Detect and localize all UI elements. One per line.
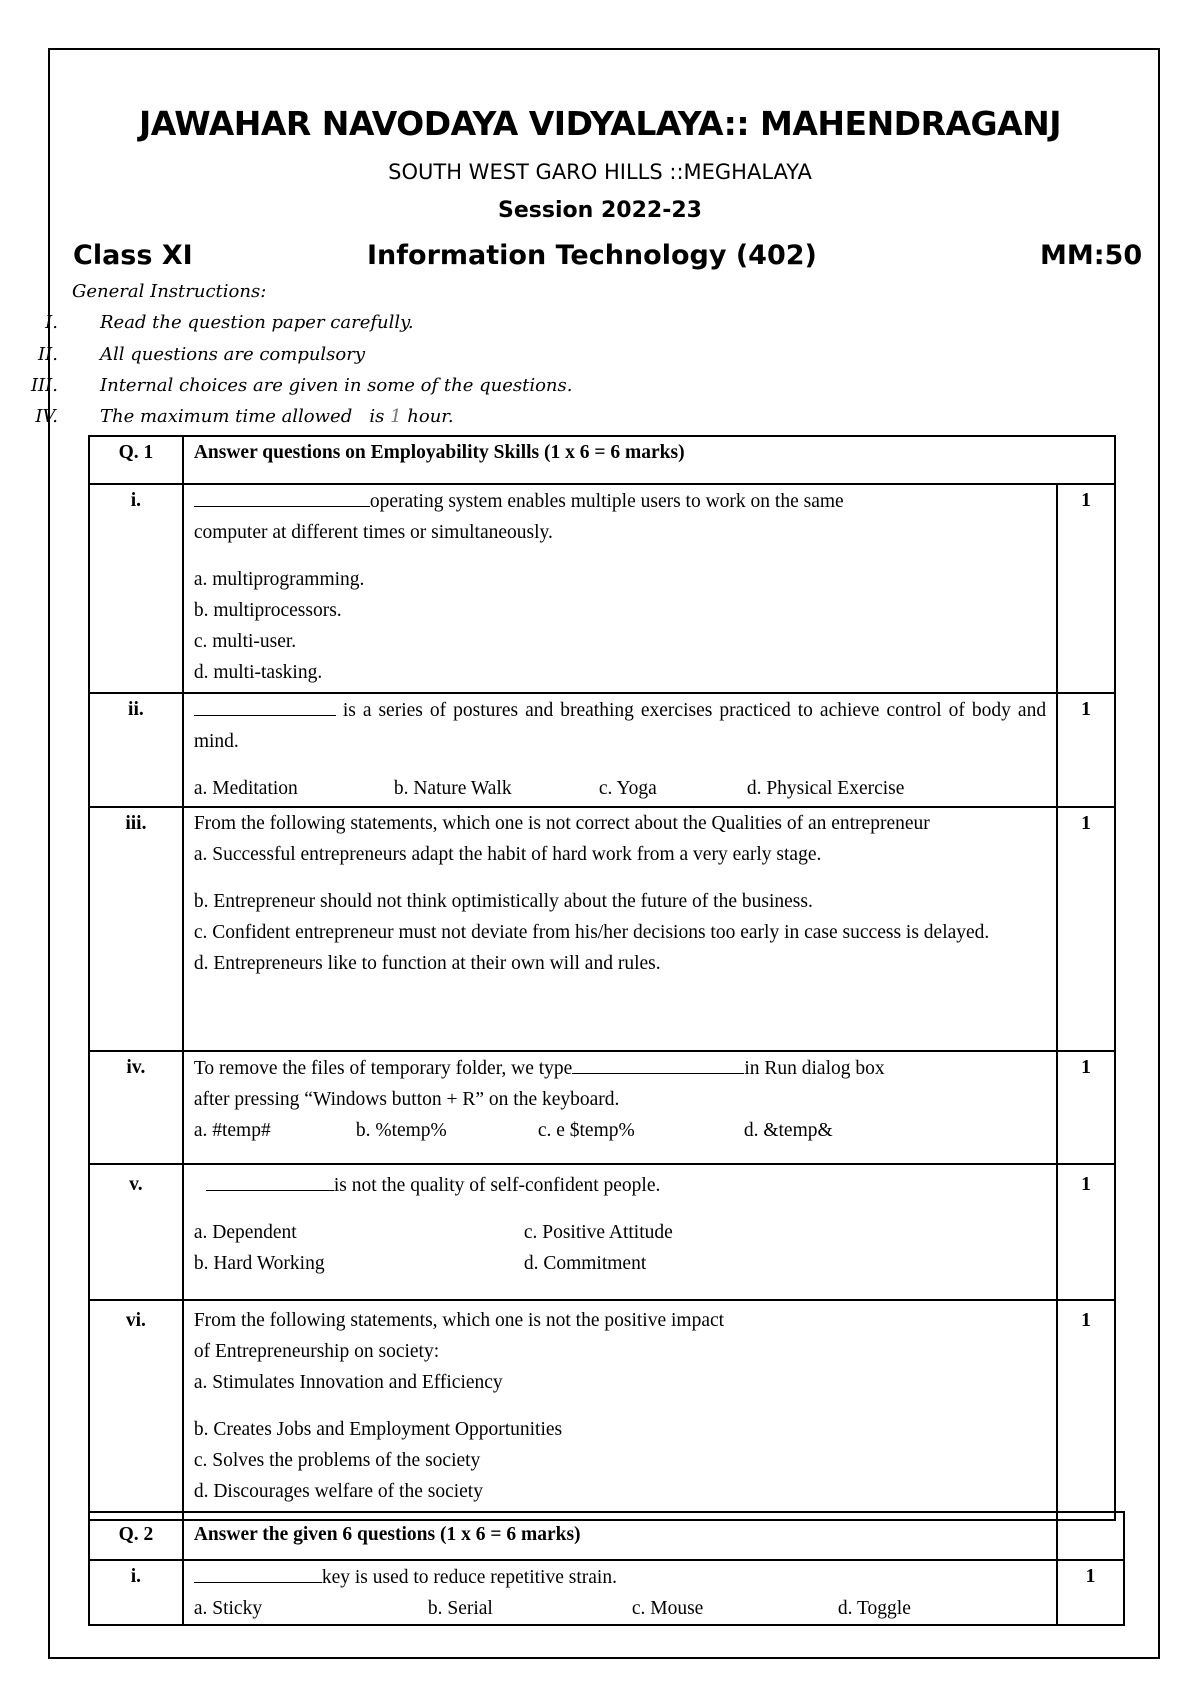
option: c. Mouse [631, 1598, 704, 1619]
instruction-text: hour. [401, 406, 454, 427]
option: d. &temp& [743, 1120, 833, 1141]
option: d. Discourages welfare of the society [193, 1481, 483, 1502]
question-row [89, 807, 1115, 1051]
answer-blank [194, 485, 370, 507]
question-body [183, 1051, 1057, 1164]
marks-cell [1057, 1512, 1124, 1560]
instruction-item [0, 312, 414, 333]
option: a. Stimulates Innovation and Efficiency [193, 1372, 503, 1393]
instruction-text: Internal choices are given in some of the questions. [100, 375, 573, 396]
option: b. Creates Jobs and Employment Opportunities [193, 1419, 563, 1440]
question-marks: 1 [1057, 1051, 1115, 1164]
question-text: computer at different times or simultaneously. [193, 522, 553, 543]
instruction-text: All questions are compulsory [100, 344, 366, 365]
question-marks: 1 [1057, 693, 1115, 807]
class-label: Class XI [73, 240, 193, 271]
question-marks: 1 [1057, 1300, 1115, 1520]
instruction-hours: 1 [390, 406, 402, 427]
question-number: Q. 1 [89, 436, 183, 484]
option: a. Dependent [193, 1222, 297, 1243]
question-text: is a series of postures and breathing exercises practiced to achieve control of body and mind. [193, 700, 1047, 752]
option: b. Serial [427, 1598, 493, 1619]
question-body [183, 484, 1057, 693]
q1-header-row [89, 436, 1115, 484]
option: c. multi-user. [193, 631, 297, 652]
option: d. Entrepreneurs like to function at their own will and rules. [193, 953, 661, 974]
answer-blank [206, 1169, 334, 1191]
instruction-number: I. [45, 312, 58, 333]
q2-header-row [89, 1512, 1124, 1560]
question-body [183, 1164, 1057, 1300]
option: b. %temp% [355, 1120, 447, 1141]
instruction-item [0, 344, 365, 365]
question-body [183, 1300, 1057, 1520]
instruction-number: IV. [35, 406, 58, 427]
question-text: operating system enables multiple users to work on the same [369, 491, 844, 512]
q2-table [88, 1511, 1125, 1626]
question-body [183, 807, 1057, 1051]
answer-blank [572, 1052, 744, 1074]
question-number: v. [89, 1164, 183, 1300]
question-text: From the following statements, which one is not the positive impact [193, 1310, 725, 1331]
instruction-number: III. [30, 375, 58, 396]
option: c. Solves the problems of the society [193, 1450, 481, 1471]
option: a. Sticky [193, 1598, 263, 1619]
instruction-item [0, 375, 572, 396]
question-row [89, 1051, 1115, 1164]
school-location: SOUTH WEST GARO HILLS ::MEGHALAYA [388, 160, 812, 184]
question-marks: 1 [1057, 807, 1115, 1051]
question-number: i. [89, 484, 183, 693]
instruction-text: Read the question paper carefully. [100, 312, 414, 333]
option: d. Toggle [837, 1598, 911, 1619]
option: a. Successful entrepreneurs adapt the habit of hard work from a very early stage. [193, 844, 822, 865]
option: a. multiprogramming. [193, 569, 365, 590]
question-marks: 1 [1057, 1164, 1115, 1300]
section-heading: Answer questions on Employability Skills (1 x 6 = 6 marks) [183, 436, 1115, 484]
question-row [89, 693, 1115, 807]
option: c. Yoga [598, 778, 657, 799]
question-text: after pressing “Windows button + R” on the keyboard. [193, 1089, 620, 1110]
answer-blank [194, 1561, 322, 1583]
question-text: of Entrepreneurship on society: [193, 1341, 440, 1362]
instruction-text: The maximum time allowed is [100, 406, 391, 427]
question-number: iv. [89, 1051, 183, 1164]
session-label: Session 2022-23 [498, 198, 702, 223]
option: a. Meditation [193, 778, 298, 799]
answer-blank [194, 694, 336, 716]
question-number: vi. [89, 1300, 183, 1520]
option: d. multi-tasking. [193, 662, 323, 683]
question-row [89, 484, 1115, 693]
question-text: To remove the files of temporary folder, we type [193, 1058, 573, 1079]
question-text: key is used to reduce repetitive strain. [321, 1567, 617, 1588]
question-number: i. [89, 1560, 183, 1625]
option: d. Commitment [523, 1253, 647, 1274]
question-row [89, 1560, 1124, 1625]
option: a. #temp# [193, 1120, 271, 1141]
question-text: in Run dialog box [744, 1058, 885, 1079]
option: b. Entrepreneur should not think optimistically about the future of the business. [193, 891, 813, 912]
instruction-number: II. [38, 344, 58, 365]
option: c. Positive Attitude [523, 1222, 673, 1243]
option: b. Hard Working [193, 1253, 325, 1274]
option: d. Physical Exercise [746, 778, 905, 799]
option: c. Confident entrepreneur must not deviate from his/her decisions too early in case success is delayed. [193, 922, 990, 943]
question-marks: 1 [1057, 1560, 1124, 1625]
question-text: From the following statements, which one is not correct about the Qualities of an entrepreneur [193, 813, 930, 834]
max-marks: MM:50 [1040, 240, 1143, 271]
instructions-heading: General Instructions: [72, 281, 267, 302]
question-marks: 1 [1057, 484, 1115, 693]
question-text: is not the quality of self-confident people. [333, 1175, 661, 1196]
question-row [89, 1300, 1115, 1520]
school-name: JAWAHAR NAVODAYA VIDYALAYA:: MAHENDRAGANJ [138, 104, 1062, 143]
question-row [89, 1164, 1115, 1300]
question-number: ii. [89, 693, 183, 807]
section-heading: Answer the given 6 questions (1 x 6 = 6 marks) [183, 1512, 1057, 1560]
instruction-item [0, 406, 454, 427]
option: c. e $temp% [537, 1120, 635, 1141]
question-number: iii. [89, 807, 183, 1051]
q1-table [88, 435, 1116, 1521]
subject-label: Information Technology (402) [367, 240, 817, 271]
question-body [183, 693, 1057, 807]
option: b. Nature Walk [393, 778, 512, 799]
question-number: Q. 2 [89, 1512, 183, 1560]
question-body [183, 1560, 1057, 1625]
option: b. multiprocessors. [193, 600, 342, 621]
